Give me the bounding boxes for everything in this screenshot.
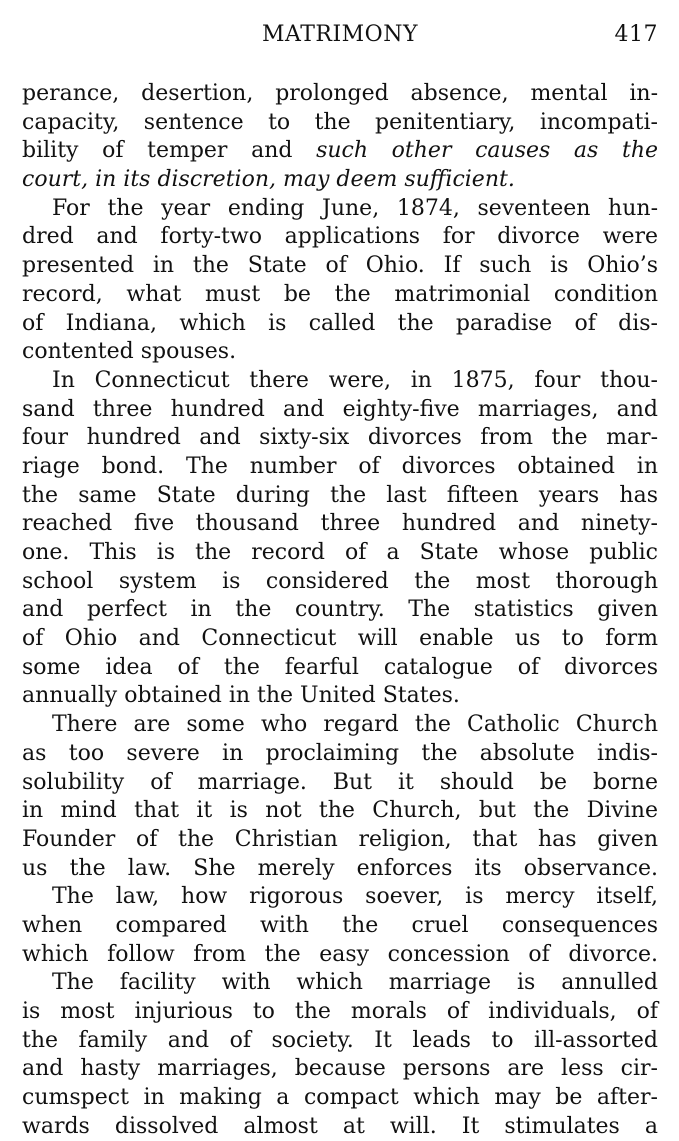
line-text: some idea of the fearful catalogue of divorces bbox=[22, 654, 658, 680]
text-line bbox=[22, 310, 658, 339]
line-text: when compared with the cruel consequences bbox=[22, 912, 658, 938]
line-text: presented in the State of Ohio. If such is Ohio’s bbox=[22, 253, 658, 279]
line-text: cumspect in making a compact which may be after- bbox=[22, 1085, 658, 1111]
text-line bbox=[22, 855, 658, 884]
line-text: one. This is the record of a State whose public bbox=[22, 540, 658, 565]
line-text: school system is considered the most thorough bbox=[22, 568, 658, 594]
line-text: and hasty marriages, because persons are less cir- bbox=[22, 1056, 658, 1082]
text-line bbox=[22, 625, 658, 654]
italic-text: such other causes as the bbox=[316, 138, 659, 164]
text-line bbox=[22, 654, 658, 683]
line-text: For the year ending June, 1874, seventeen hun- bbox=[52, 195, 658, 221]
text-line bbox=[22, 769, 658, 798]
text-line bbox=[22, 998, 658, 1027]
text-line bbox=[22, 482, 658, 511]
text-line bbox=[22, 711, 658, 740]
running-title: MATRIMONY bbox=[262, 22, 418, 47]
line-text: the family and of society. It leads to ill-assorted bbox=[22, 1027, 658, 1053]
text-line bbox=[22, 568, 658, 597]
text-line bbox=[22, 195, 658, 224]
text-line bbox=[22, 223, 658, 252]
line-text: which follow from the easy concession of divorce. bbox=[22, 941, 658, 967]
text-line bbox=[22, 396, 658, 425]
line-text: In Connecticut there were, in 1875, four thou- bbox=[52, 367, 658, 393]
line-text: four hundred and sixty-six divorces from the mar- bbox=[22, 425, 658, 451]
line-text: contented spouses. bbox=[22, 339, 237, 365]
text-line bbox=[22, 1113, 658, 1141]
text-line bbox=[22, 252, 658, 281]
text-line bbox=[22, 596, 658, 625]
text-line bbox=[22, 137, 658, 166]
text-line bbox=[22, 424, 658, 453]
text-line bbox=[22, 281, 658, 310]
text-line bbox=[22, 166, 658, 195]
text-line bbox=[22, 109, 658, 138]
line-text: perance, desertion, prolonged absence, mental in- bbox=[22, 81, 658, 106]
line-text: sand three hundred and eighty-five marriages, and bbox=[22, 396, 658, 422]
line-text: and perfect in the country. The statistics given bbox=[22, 597, 658, 623]
text-line bbox=[22, 941, 658, 970]
line-text: of Ohio and Connecticut will enable us to form bbox=[22, 626, 658, 652]
text-line bbox=[22, 1084, 658, 1113]
line-text: us the law. She merely enforces its observance. bbox=[22, 855, 658, 881]
text-line bbox=[22, 1055, 658, 1084]
line-text: bility of temper and bbox=[22, 138, 317, 164]
line-text: riage bond. The number of divorces obtained in bbox=[22, 453, 658, 479]
line-text: of Indiana, which is called the paradise of dis- bbox=[22, 310, 658, 336]
italic-text: court, in its discretion, may deem sufficient. bbox=[22, 167, 515, 193]
text-line bbox=[22, 682, 658, 711]
text-line bbox=[22, 912, 658, 941]
text-line bbox=[22, 740, 658, 769]
page-number: 417 bbox=[614, 22, 658, 47]
text-line bbox=[22, 539, 658, 568]
line-text: wards dissolved almost at will. It stimulates a bbox=[22, 1113, 658, 1139]
line-text: the same State during the last fifteen years has bbox=[22, 482, 658, 508]
line-text: The facility with which marriage is annulled bbox=[52, 970, 658, 996]
text-line bbox=[22, 510, 658, 539]
text-line bbox=[22, 969, 658, 998]
line-text: Founder of the Christian religion, that has given bbox=[22, 826, 658, 852]
line-text: dred and forty-two applications for divorce were bbox=[22, 224, 658, 250]
line-text: The law, how rigorous soever, is mercy itself, bbox=[52, 884, 658, 910]
line-text: is most injurious to the morals of individuals, of bbox=[22, 999, 658, 1024]
line-text: annually obtained in the United States. bbox=[22, 683, 460, 709]
text-line bbox=[22, 338, 658, 367]
text-line bbox=[22, 453, 658, 482]
line-text: reached five thousand three hundred and ninety- bbox=[22, 511, 658, 537]
line-text: in mind that it is not the Church, but the Divine bbox=[22, 798, 658, 824]
running-header bbox=[22, 22, 658, 56]
text-line bbox=[22, 826, 658, 855]
text-line bbox=[22, 367, 658, 396]
line-text: capacity, sentence to the penitentiary, incompati- bbox=[22, 109, 658, 135]
text-line bbox=[22, 1027, 658, 1056]
line-text: solubility of marriage. But it should be borne bbox=[22, 769, 658, 795]
body-text bbox=[22, 80, 658, 1141]
text-line bbox=[22, 883, 658, 912]
text-line bbox=[22, 80, 658, 109]
line-text: record, what must be the matrimonial condition bbox=[22, 281, 658, 307]
line-text: There are some who regard the Catholic Church bbox=[52, 712, 658, 738]
text-line bbox=[22, 797, 658, 826]
line-text: as too severe in proclaiming the absolute indis- bbox=[22, 740, 658, 766]
